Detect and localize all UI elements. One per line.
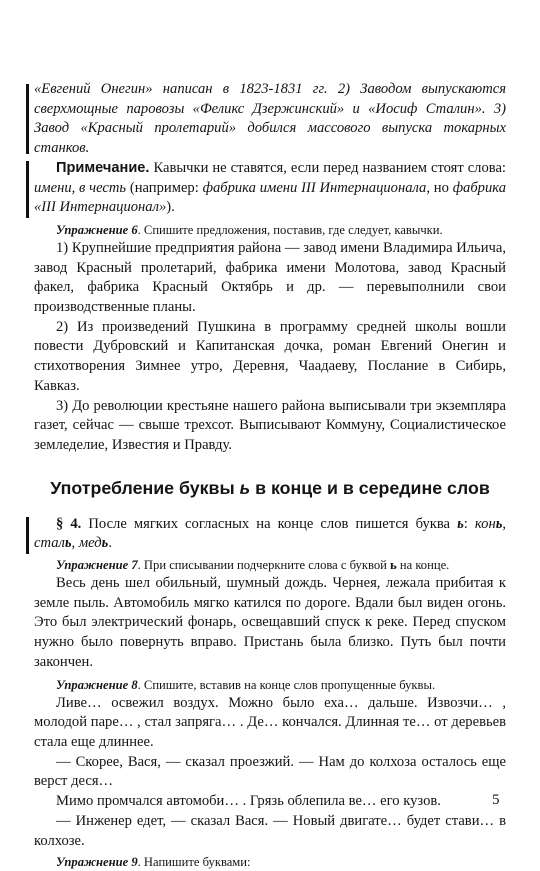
- exercise-instruction: . При списывании подчеркните слова с буквой: [137, 558, 391, 573]
- exercise-7-title: [34, 556, 506, 574]
- rule-example: стал: [34, 535, 65, 552]
- rule-example: мед: [78, 535, 102, 552]
- exercise-instruction: . Спишите предложения, поставив, где следует, кавычки.: [137, 222, 443, 237]
- margin-bar: [26, 161, 29, 218]
- note-italic: имени, в честь: [34, 179, 127, 196]
- exercise-6-title: [34, 221, 506, 239]
- exercise-paragraph: — Скорее, Вася, — сказал проезжий. — Нам до колхоза осталось еще верст деся…: [34, 753, 506, 790]
- exercise-instruction: на конце.: [396, 558, 450, 573]
- rule-text: ,: [502, 515, 507, 532]
- note-text: Кавычки не ставятся, если перед названием стоят слова:: [149, 159, 506, 176]
- note-paragraph: [34, 159, 506, 218]
- exercise-paragraph: 1) Крупнейшие предприятия района — завод имени Владимира Ильича, завод Красный пролетарий, фабрика имени Молотова, завод Красный факел, фабрика Красный Октябрь и др. — перевыполнили свои производственные планы.: [34, 239, 506, 316]
- exercise-paragraph: Мимо промчался автомоби… . Грязь облепила ве… его кузов.: [56, 793, 441, 810]
- exercise-paragraph: 2) Из произведений Пушкина в программу средней школы вошли повести Дубровский и Капитанская дочка, роман Евгений Онегин и стихотворения Зимнее утро, Деревня, Чаадаеву, Послание в Сибирь, Кавказ.: [34, 318, 506, 394]
- rule-text: :: [463, 515, 468, 532]
- intro-italic: «Евгений Онегин» написан в 1823-1831 гг. 2) Заводом выпускаются сверхмощные паровозы «Феликс Дзержинский» и «Иосиф Сталин». 3) Завод «Красный пролетарий» добился массового выпуска токарных станков.: [34, 81, 506, 157]
- heading-letter: ь: [239, 477, 251, 498]
- note-text: но: [430, 179, 453, 196]
- rule-example-ending: ь: [495, 515, 503, 532]
- exercise-label: Упражнение 6: [56, 222, 138, 237]
- rule-text: ,: [71, 535, 79, 552]
- note-label: Примечание.: [56, 159, 150, 176]
- intro-text: [34, 80, 506, 159]
- note-italic: фабрика «III Интернационал»: [34, 179, 507, 216]
- note-italic: фабрика имени III Интернационала,: [202, 179, 431, 196]
- exercise-paragraph: — Инженер едет, — сказал Вася. — Новый двигате… будет стави… в колхозе.: [34, 812, 506, 849]
- note-text: ).: [166, 199, 175, 216]
- rule-paragraph: [34, 515, 506, 554]
- note-block: [34, 159, 506, 218]
- section-heading: [34, 477, 506, 499]
- exercise-letter: ь: [390, 558, 397, 573]
- rule-example-ending: ь: [64, 535, 72, 552]
- exercise-label: Упражнение 8: [56, 677, 138, 692]
- heading-text: Употребление буквы: [50, 477, 240, 498]
- rule-letter: ь: [457, 515, 464, 532]
- rule-text: .: [108, 535, 112, 552]
- page-number: 5: [492, 792, 500, 808]
- exercise-instruction: . Спишите, вставив на конце слов пропущенные буквы.: [137, 677, 436, 692]
- rule-example: кон: [474, 515, 496, 532]
- exercise-label: Упражнение 7: [56, 558, 138, 573]
- exercise-paragraph: Ливе… освежил воздух. Можно было еха… дальше. Извозчи… , молодой паре… , стал запряга… . Де… кончался. Длинная те… от деревьев стала еще длиннее.: [34, 694, 506, 750]
- exercise-paragraph: 3) До революции крестьяне нашего района выписывали три экземпляра газет, сейчас — свыше трехсот. Выписывают Коммуну, Социалистическое земледелие, Известия и Правду.: [34, 397, 506, 453]
- margin-bar: [26, 84, 29, 154]
- exercise-instruction: . Напишите буквами:: [137, 855, 251, 870]
- intro-block: [34, 80, 506, 159]
- page-content: [34, 80, 506, 871]
- exercise-paragraph: Весь день шел обильный, шумный дождь. Чернея, лежала прибитая к земле пыль. Автомобиль мягко катился по дороге. Вдали был виден огонь. Это был электрический фонарь, освещавший спуск к реке. Перед спуском нужно было повернуть вправо. Пристань была близко. Путь был почти закончен.: [34, 575, 506, 670]
- margin-bar: [26, 517, 29, 554]
- note-text: (например:: [126, 179, 203, 196]
- rule-example-ending: ь: [101, 535, 109, 552]
- rule-text: После мягких согласных на конце слов пишется буква: [81, 515, 458, 532]
- exercise-8-title: [34, 676, 506, 694]
- heading-text: в конце и в середине слов: [250, 477, 490, 498]
- rule-number: § 4.: [56, 515, 82, 532]
- exercise-9-title: [34, 853, 506, 871]
- rule-block: [34, 515, 506, 554]
- exercise-label: Упражнение 9: [56, 855, 138, 870]
